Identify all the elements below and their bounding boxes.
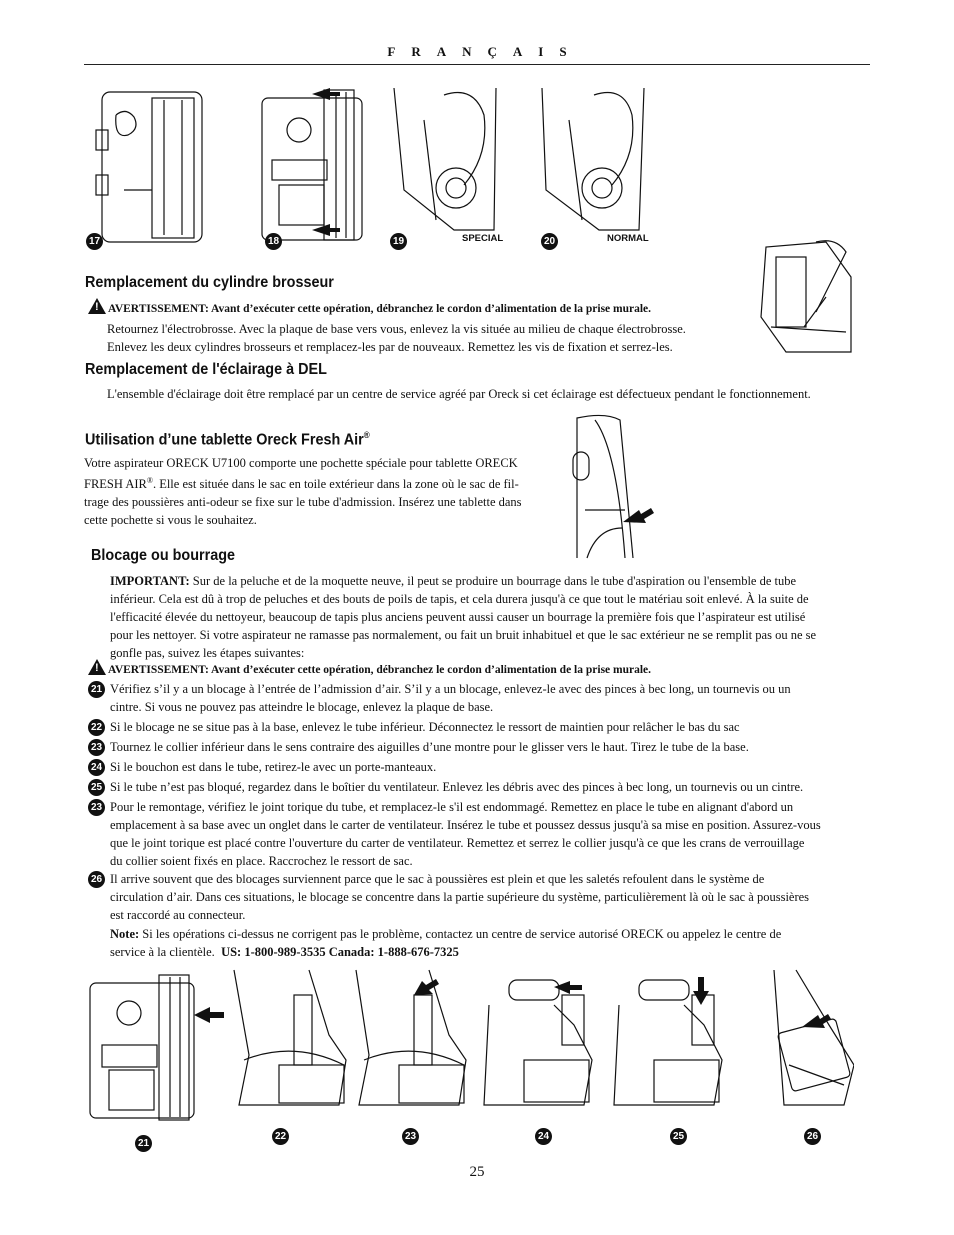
- brush-removal-illustration: [756, 237, 856, 357]
- fresh-air-illustration: [565, 410, 655, 560]
- arrow-icon: [623, 508, 654, 523]
- arrow-icon: [194, 1007, 224, 1023]
- figure-22-illustration: [234, 970, 346, 1105]
- step-number: 24: [88, 759, 105, 776]
- figure-number-19: 19: [390, 233, 407, 250]
- figure-19-illustration: [394, 88, 496, 230]
- figure-26-illustration: [774, 970, 854, 1105]
- arrow-icon: [802, 1014, 831, 1028]
- step-23: 23 Tournez le collier inférieur dans le sens contraire des aiguilles d’une montre pour le glisser vers le haut. Tirez le tube de la base.: [88, 738, 868, 756]
- arrow-icon: [554, 981, 582, 994]
- figure-number-17: 17: [86, 233, 103, 250]
- warning-icon: [88, 659, 106, 675]
- figure-24-illustration: [484, 980, 592, 1105]
- led-text: L'ensemble d'éclairage doit être remplacé par un centre de service agréé par Oreck si cet éclairage est défectueux pendant le fonctionnement.: [107, 387, 811, 401]
- warning-icon: [88, 298, 106, 314]
- brush-instructions: Retournez l'électrobrosse. Avec la plaque de base vers vous, enlevez la vis située au milieu de chaque électrobrosse. Enlevez les deux cylindres brosseurs et remplacez-les par de nouveaux. Remettez les vis de fixation et serrez-les.: [107, 322, 686, 354]
- step-24: 24 Si le bouchon est dans le tube, retirez-le avec un porte-manteaux.: [88, 758, 868, 776]
- figures-top-row: [84, 80, 844, 250]
- step-number: 21: [88, 681, 105, 698]
- figure-25-illustration: [614, 980, 722, 1105]
- figure-17-illustration: [96, 92, 202, 242]
- header-rule: [84, 64, 870, 65]
- figure-number-21: 21: [135, 1135, 152, 1152]
- step-26: 26 Il arrive souvent que des blocages surviennent parce que le sac à poussières est plein et que les saletés refoulent dans le système de circulation d’air. Dans ces situations, le blocage se concentre dans la partie supérieure du système, particulièrement là où le sac à poussières est raccordé au connecteur.: [88, 870, 868, 924]
- step-number: 25: [88, 779, 105, 796]
- important-paragraph: IMPORTANT: Sur de la peluche et de la moquette neuve, il peut se produire un bourrage dans le tube d'aspiration ou l'ensemble de tube inférieur. Cela est dû à trop de peluches et des bouts de poils de tapis, et cela durera jusqu'à ce que tout le matériau soit enlevé. À la suite de l'efficacité élevée du nettoyeur, beaucoup de tapis plus anciens peuvent aussi causer un bourrage la première fois que l’aspirateur est utilisé pour les nettoyer. Si votre aspirateur ne ramasse pas normalement, ou fait un bruit inhabituel et que le sac extérieur ne se remplit pas ou ne se gonfle pas, suivez les étapes suivantes:: [110, 574, 817, 660]
- led-section-title: Remplacement de l'éclairage à DEL: [85, 361, 327, 378]
- step-number: 23: [88, 739, 105, 756]
- arrow-icon: [414, 979, 439, 995]
- figure-number-18: 18: [265, 233, 282, 250]
- step-number: 26: [88, 871, 105, 888]
- figure-23-illustration: [356, 970, 466, 1105]
- step-reassembly: 23 Pour le remontage, vérifiez le joint torique du tube, et remplacez-le s'il est endommagé. Remettez en place le tube en alignant d'abord un emplacement à sa base avec un onglet dans le carter de ventilateur. Insérez le tube et poussez dessus jusqu'à sa mise en position. Assurez-vous que le joint torique est placé contre l'ouverture du carter de ventilateur. Remettez et serrez le collier jusqu'à ce que les crans de verrouillage du collier soient fixés en place. Raccrochez le ressort de sac.: [88, 798, 868, 870]
- blockage-section-title: Blocage ou bourrage: [91, 547, 236, 564]
- figure-number-25: 25: [670, 1128, 687, 1145]
- figure-number-26: 26: [804, 1128, 821, 1145]
- figure-caption-normal: NORMAL: [607, 233, 649, 244]
- blockage-warning: !AVERTISSEMENT: Avant d’exécuter cette opération, débranchez le cordon d’alimentation de la prise murale.: [88, 659, 651, 676]
- figure-number-23: 23: [402, 1128, 419, 1145]
- figure-caption-special: SPECIAL: [462, 233, 504, 244]
- page-number: 25: [469, 1164, 485, 1180]
- language-header: F R A N Ç A I S: [387, 44, 567, 59]
- figure-21-illustration: [90, 975, 194, 1120]
- fresh-air-section-title: Utilisation d’une tablette Oreck Fresh Air®: [85, 430, 370, 449]
- arrow-icon: [693, 977, 709, 1005]
- figure-number-22: 22: [272, 1128, 289, 1145]
- figure-20-illustration: [542, 88, 644, 230]
- figure-number-20: 20: [541, 233, 558, 250]
- fresh-air-text: Votre aspirateur ORECK U7100 comporte une pochette spéciale pour tablette ORECK FRESH AIR®. Elle est située dans le sac en toile extérieur dans la zone où le sac de fil- trage des poussières anti-odeur se fixe sur le tube d'admission. Insérez une tablette dans cette pochette si vous le souhaitez.: [84, 456, 522, 528]
- step-21: 21 Vérifiez s’il y a un blocage à l’entrée de l’admission d’air. S’il y a un blocage, enlevez-le avec des pinces à bec long, un tournevis ou un cintre. Si vous ne pouvez pas atteindre le blocage, enlevez la plaque de base.: [88, 680, 868, 716]
- step-number: 23: [88, 799, 105, 816]
- step-22: 22 Si le blocage ne se situe pas à la base, enlevez le tube inférieur. Déconnectez le ressort de maintien pour relâcher le bas du sac: [88, 718, 868, 736]
- note-paragraph: Note: Si les opérations ci-dessus ne corrigent pas le problème, contactez un centre de service autorisé ORECK ou appelez le centre de service à la clientèle. US: 1-800-989-3535 Canada: 1-888-676-7325: [110, 927, 782, 959]
- brush-warning: !AVERTISSEMENT: Avant d’exécuter cette opération, débranchez le cordon d’alimentation de la prise murale.: [88, 298, 651, 315]
- figure-number-24: 24: [535, 1128, 552, 1145]
- figures-bottom-row: [84, 965, 854, 1125]
- step-25: 25 Si le tube n’est pas bloqué, regardez dans le boîtier du ventilateur. Enlevez les débris avec des pinces à bec long, un tournevis ou un cintre.: [88, 778, 868, 796]
- figure-18-illustration: [262, 90, 362, 240]
- brush-section-title: Remplacement du cylindre brosseur: [85, 274, 334, 291]
- step-number: 22: [88, 719, 105, 736]
